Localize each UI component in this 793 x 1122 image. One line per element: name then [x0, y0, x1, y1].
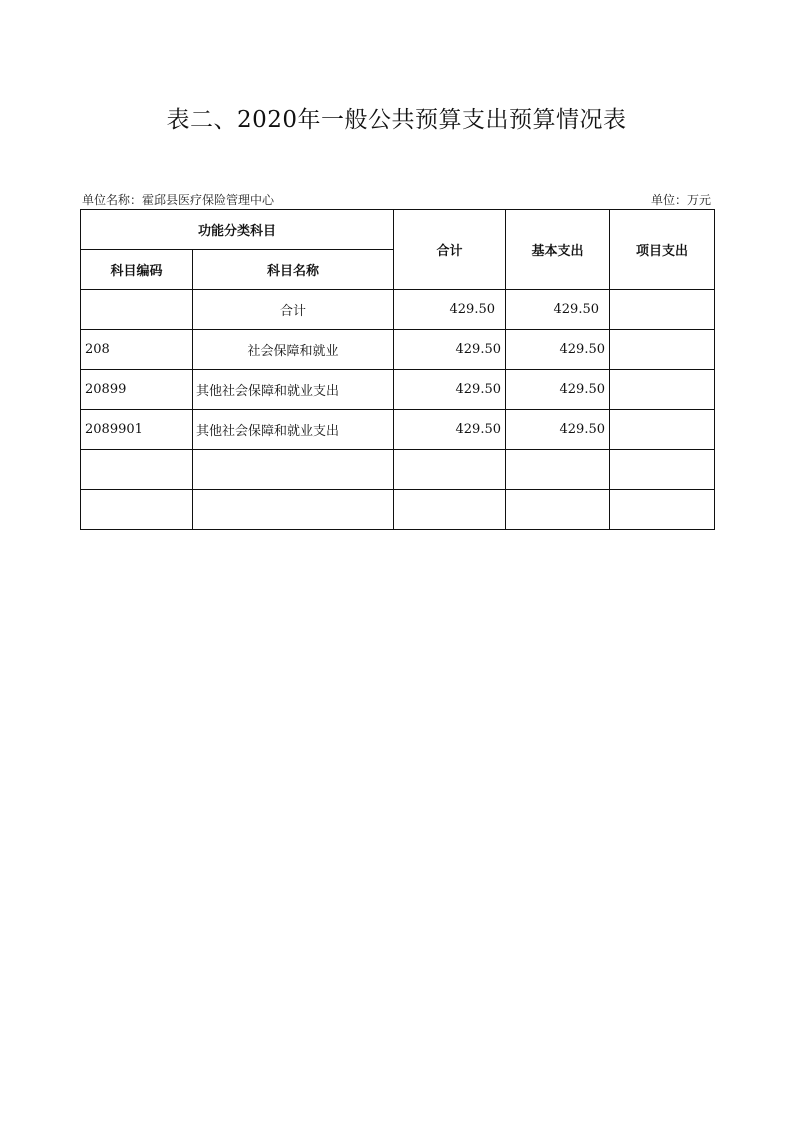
cell-total: 429.50: [394, 290, 506, 330]
cell-basic: [506, 450, 610, 490]
header-function-category: 功能分类科目: [81, 210, 394, 250]
table-row-empty: [81, 490, 715, 530]
page-title: 表二、2020年一般公共预算支出预算情况表: [166, 107, 627, 133]
cell-basic: 429.50: [506, 410, 610, 450]
cell-total: 429.50: [394, 370, 506, 410]
cell-code: [81, 490, 193, 530]
header-total: 合计: [394, 210, 506, 290]
cell-name: 合计: [193, 290, 394, 330]
cell-name: [193, 490, 394, 530]
cell-basic: 429.50: [506, 330, 610, 370]
header-subject-name: 科目名称: [193, 250, 394, 290]
cell-total: 429.50: [394, 410, 506, 450]
cell-basic: [506, 490, 610, 530]
cell-name: [193, 450, 394, 490]
cell-code: 20899: [81, 370, 193, 410]
cell-project: [610, 490, 715, 530]
header-project-expense: 项目支出: [610, 210, 715, 290]
table-row: [81, 330, 715, 370]
cell-project: [610, 290, 715, 330]
budget-table: [80, 209, 715, 530]
header-basic-expense: 基本支出: [506, 210, 610, 290]
cell-project: [610, 450, 715, 490]
cell-basic: 429.50: [506, 290, 610, 330]
cell-name: 社会保障和就业: [193, 330, 394, 370]
cell-total: [394, 450, 506, 490]
cell-name: 其他社会保障和就业支出: [193, 370, 394, 410]
unit-name-label: 单位名称：霍邱县医疗保险管理中心: [82, 193, 275, 207]
cell-project: [610, 410, 715, 450]
table-row-empty: [81, 450, 715, 490]
unit-label: 单位：万元: [650, 193, 711, 207]
cell-code: 2089901: [81, 410, 193, 450]
table-row: [81, 410, 715, 450]
cell-basic: 429.50: [506, 370, 610, 410]
table-row: [81, 370, 715, 410]
cell-code: [81, 290, 193, 330]
cell-total: 429.50: [394, 330, 506, 370]
header-subject-code: 科目编码: [81, 250, 193, 290]
cell-project: [610, 370, 715, 410]
cell-name: 其他社会保障和就业支出: [193, 410, 394, 450]
cell-code: [81, 450, 193, 490]
cell-code: 208: [81, 330, 193, 370]
cell-project: [610, 330, 715, 370]
table-row-total: [81, 290, 715, 330]
cell-total: [394, 490, 506, 530]
